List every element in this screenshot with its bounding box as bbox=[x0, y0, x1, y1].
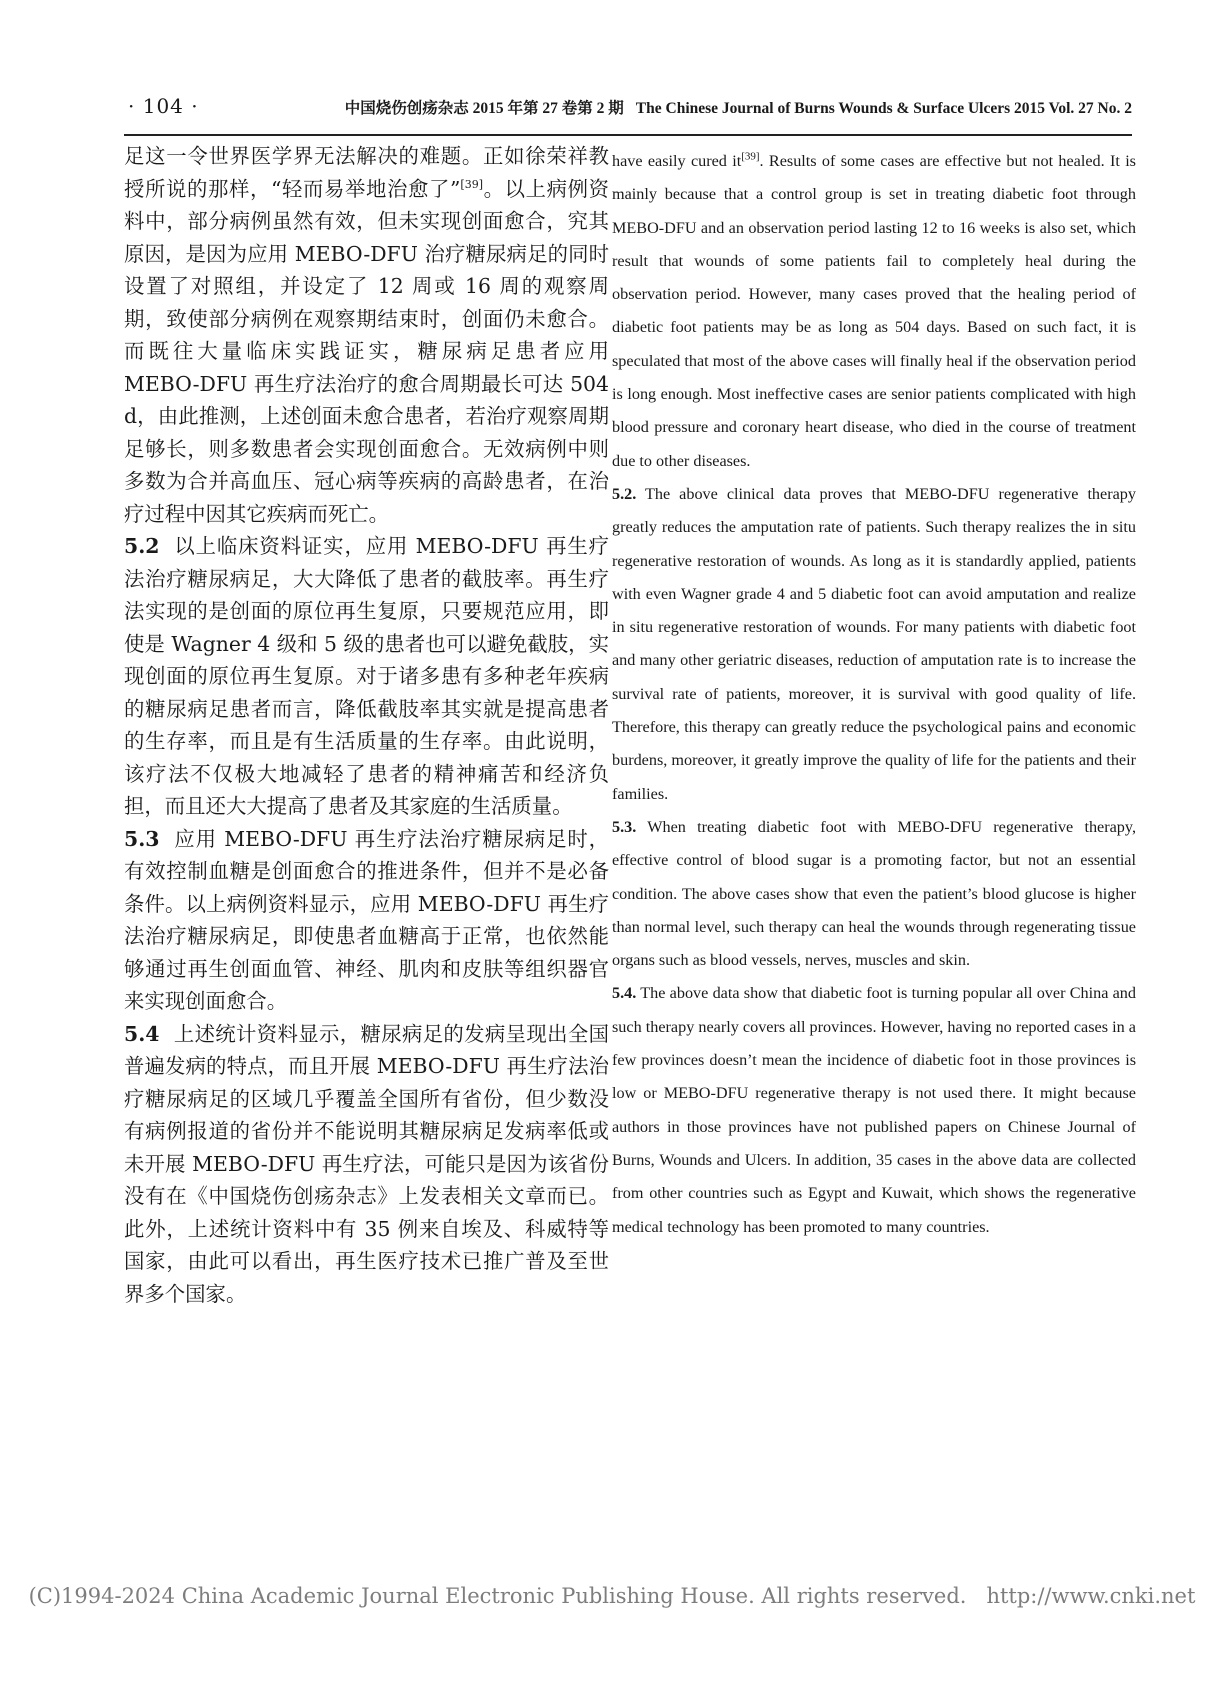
reference-marker: [39] bbox=[741, 150, 760, 163]
page-number: · 104 · bbox=[128, 94, 199, 118]
paragraph-text: 。以上病例资料中，部分病例虽然有效，但未实现创面愈合，究其原因，是因为应用 MEBO-DFU 治疗糖尿病足的同时设置了对照组，并设定了 12 周或 16 周的观察周期，致使部分病例在观察期结束时，创面仍未愈合。而既往大量临床实践证实，糖尿病足患者应用 MEBO-DFU 再生疗法治疗的愈合周期最长可达 504 d，由此推测，上述创面未愈合患者，若治疗观察周期足够长，则多数患者会实现创面愈合。无效病例中则多数为合并高血压、冠心病等疾病的高龄患者，在治疗过程中因其它疾病而死亡。 bbox=[124, 176, 609, 526]
reference-marker: [39] bbox=[460, 177, 484, 191]
copyright-text: (C)1994-2024 China Academic Journal Electronic Publishing House. All rights reserved. bbox=[28, 1584, 967, 1608]
running-header bbox=[124, 94, 1132, 136]
journal-title-en: The Chinese Journal of Burns Wounds & Surface Ulcers 2015 Vol. 27 No. 2 bbox=[635, 100, 1132, 117]
section-number: 5.2. bbox=[612, 484, 637, 503]
section-5-4-en bbox=[612, 977, 1136, 1243]
cnki-link[interactable]: http://www.cnki.net bbox=[986, 1584, 1196, 1608]
section-5-3-en bbox=[612, 811, 1136, 977]
section-5-2-cn bbox=[124, 530, 609, 823]
continued-paragraph-en bbox=[612, 145, 1136, 478]
paragraph-text: have easily cured it bbox=[612, 152, 742, 170]
section-number: 5.3 bbox=[124, 826, 160, 851]
section-text: 应用 MEBO-DFU 再生疗法治疗糖尿病足时，有效控制血糖是创面愈合的推进条件，但并不是必备条件。以上病例资料显示，应用 MEBO-DFU 再生疗法治疗糖尿病足，即使患者血糖高于正常，也依然能够通过再生创面血管、神经、肌肉和皮肤等组织器官来实现创面愈合。 bbox=[124, 826, 609, 1013]
section-text: 以上临床资料证实，应用 MEBO-DFU 再生疗法治疗糖尿病足，大大降低了患者的截肢率。再生疗法实现的是创面的原位再生复原，只要规范应用，即使是 Wagner 4 级和 5 级的患者也可以避免截肢，实现创面的原位再生复原。对于诸多患有多种老年疾病的糖尿病足患者而言，降低截肢率其实就是提高患者的生存率，而且是有生活质量的生存率。由此说明，该疗法不仅极大地减轻了患者的精神痛苦和经济负担，而且还大大提高了患者及其家庭的生活质量。 bbox=[124, 534, 609, 818]
journal-title-cn: 中国烧伤创疡杂志 2015 年第 27 卷第 2 期 bbox=[344, 100, 624, 117]
continued-paragraph-cn bbox=[124, 140, 609, 530]
section-text: 上述统计资料显示，糖尿病足的发病呈现出全国普遍发病的特点，而且开展 MEBO-DFU 再生疗法治疗糖尿病足的区域几乎覆盖全国所有省份，但少数没有病例报道的省份并不能说明其糖尿病足发病率低或未开展 MEBO-DFU 再生疗法，可能只是因为该省份没有在《中国烧伤创疡杂志》上发表相关文章而已。此外，上述统计资料中有 35 例来自埃及、科威特等国家，由此可以看出，再生医疗技术已推广普及至世界多个国家。 bbox=[124, 1021, 609, 1306]
section-5-4-cn bbox=[124, 1018, 609, 1311]
paragraph-text: 足这一令世界医学界无法解决的难题。正如徐荣祥教授所说的那样，“轻而易举地治愈了” bbox=[124, 144, 609, 201]
section-number: 5.3. bbox=[612, 817, 637, 836]
section-5-3-cn bbox=[124, 823, 609, 1018]
section-text: The above data show that diabetic foot is turning popular all over China and such therapy nearly covers all provinces. However, having no reported cases in a few provinces doesn’t mean the incidence of diabetic foot in those provinces is low or MEBO-DFU regenerative therapy is not used there. It might because authors in those provinces have not published papers on Chinese Journal of Burns, Wounds and Ulcers. In addition, 35 cases in the above data are collected from other countries such as Egypt and Kuwait, which shows the regenerative medical technology has been promoted to many countries. bbox=[612, 984, 1136, 1236]
section-number: 5.4. bbox=[612, 984, 637, 1003]
section-5-2-en bbox=[612, 478, 1136, 811]
english-text-column bbox=[612, 145, 1136, 1244]
journal-citation bbox=[345, 96, 1132, 118]
section-text: When treating diabetic foot with MEBO-DFU regenerative therapy, effective control of blood sugar is a promoting factor, but not an essential condition. The above cases show that even the patient’s blood glucose is higher than normal level, such therapy can heal the wounds through regenerating tissue organs such as blood vessels, nerves, muscles and skin. bbox=[612, 817, 1136, 970]
section-text: The above clinical data proves that MEBO-DFU regenerative therapy greatly reduces the amputation rate of patients. Such therapy realizes the in situ regenerative restoration of wounds. As long as it is standardly applied, patients with even Wagner grade 4 and 5 diabetic foot can avoid amputation and realize in situ regenerative restoration of wounds. For many patients with diabetic foot and many other geriatric diseases, reduction of amputation rate is to increase the survival rate of patients, moreover, it is survival with good quality of life. Therefore, this therapy can greatly reduce the psychological pains and economic burdens, moreover, it greatly improve the quality of life for the patients and their families. bbox=[612, 484, 1136, 803]
chinese-text-column bbox=[124, 140, 609, 1310]
section-number: 5.4 bbox=[124, 1021, 160, 1046]
paragraph-text: . Results of some cases are effective but not healed. It is mainly because that a control group is set in treating diabetic foot through MEBO-DFU and an observation period lasting 12 to 16 weeks is also set, which result that wounds of some patients fail to completely heal during the observation period. However, many cases proved that the healing period of diabetic foot patients may be as long as 504 days. Based on such fact, it is speculated that most of the above cases will finally heal if the observation period is long enough. Most ineffective cases are senior patients complicated with high blood pressure and coronary heart disease, who died in the course of treatment due to other diseases. bbox=[612, 152, 1136, 470]
copyright-footer bbox=[0, 1584, 1224, 1608]
section-number: 5.2 bbox=[124, 534, 160, 558]
